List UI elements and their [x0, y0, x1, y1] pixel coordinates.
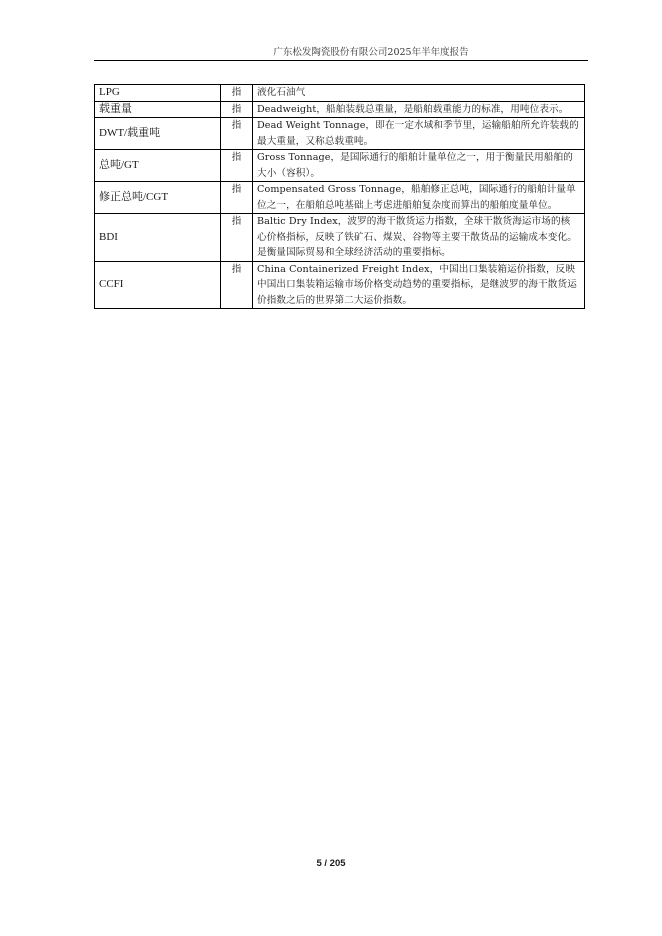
table-row [95, 261, 585, 309]
glossary-definition: Deadweight，船舶装载总重量，是船舶载重能力的标准，用吨位表示。 [253, 101, 585, 118]
glossary-separator: 指 [221, 118, 253, 150]
glossary-definition: China Containerized Freight Index，中国出口集装箱运价指数，反映中国出口集装箱运输市场价格变动趋势的重要指标，是继波罗的海干散货运价指数之后的世界第二大运价指数。 [253, 261, 585, 309]
glossary-definition: Dead Weight Tonnage，即在一定水域和季节里，运输船舶所允许装载的最大重量，又称总载重吨。 [253, 118, 585, 150]
table-row [95, 182, 585, 214]
glossary-definition: Baltic Dry Index，波罗的海干散货运力指数，全球干散货海运市场的核心价格指标，反映了铁矿石、煤炭、谷物等主要干散货品的运输成本变化。是衡量国际贸易和全球经济活动的重要指标。 [253, 214, 585, 262]
glossary-term: CCFI [95, 261, 221, 309]
glossary-separator: 指 [221, 101, 253, 118]
glossary-term: BDI [95, 214, 221, 262]
page-header [94, 44, 588, 58]
table-row [95, 118, 585, 150]
glossary-separator: 指 [221, 85, 253, 102]
glossary-term: 总吨/GT [95, 150, 221, 182]
table-row [95, 150, 585, 182]
page-number: 5 / 205 [316, 858, 346, 869]
glossary-term: LPG [95, 85, 221, 102]
glossary-definition: Gross Tonnage，是国际通行的船舶计量单位之一，用于衡量民用船舶的大小（容积）。 [253, 150, 585, 182]
glossary-table [94, 84, 585, 309]
table-row [95, 101, 585, 118]
glossary-separator: 指 [221, 261, 253, 309]
glossary-term: 载重量 [95, 101, 221, 118]
glossary-definition: Compensated Gross Tonnage，船舶修正总吨，国际通行的船舶计量单位之一，在船舶总吨基础上考虑进船舶复杂度而算出的船舶度量单位。 [253, 182, 585, 214]
table-row [95, 85, 585, 102]
header-title: 广东松发陶瓷股份有限公司2025年半年度报告 [273, 47, 469, 58]
glossary-separator: 指 [221, 150, 253, 182]
glossary-separator: 指 [221, 214, 253, 262]
glossary-term: DWT/载重吨 [95, 118, 221, 150]
header-rule [94, 60, 588, 61]
glossary-separator: 指 [221, 182, 253, 214]
glossary-term: 修正总吨/CGT [95, 182, 221, 214]
table-row [95, 214, 585, 262]
glossary-definition: 液化石油气 [253, 85, 585, 102]
